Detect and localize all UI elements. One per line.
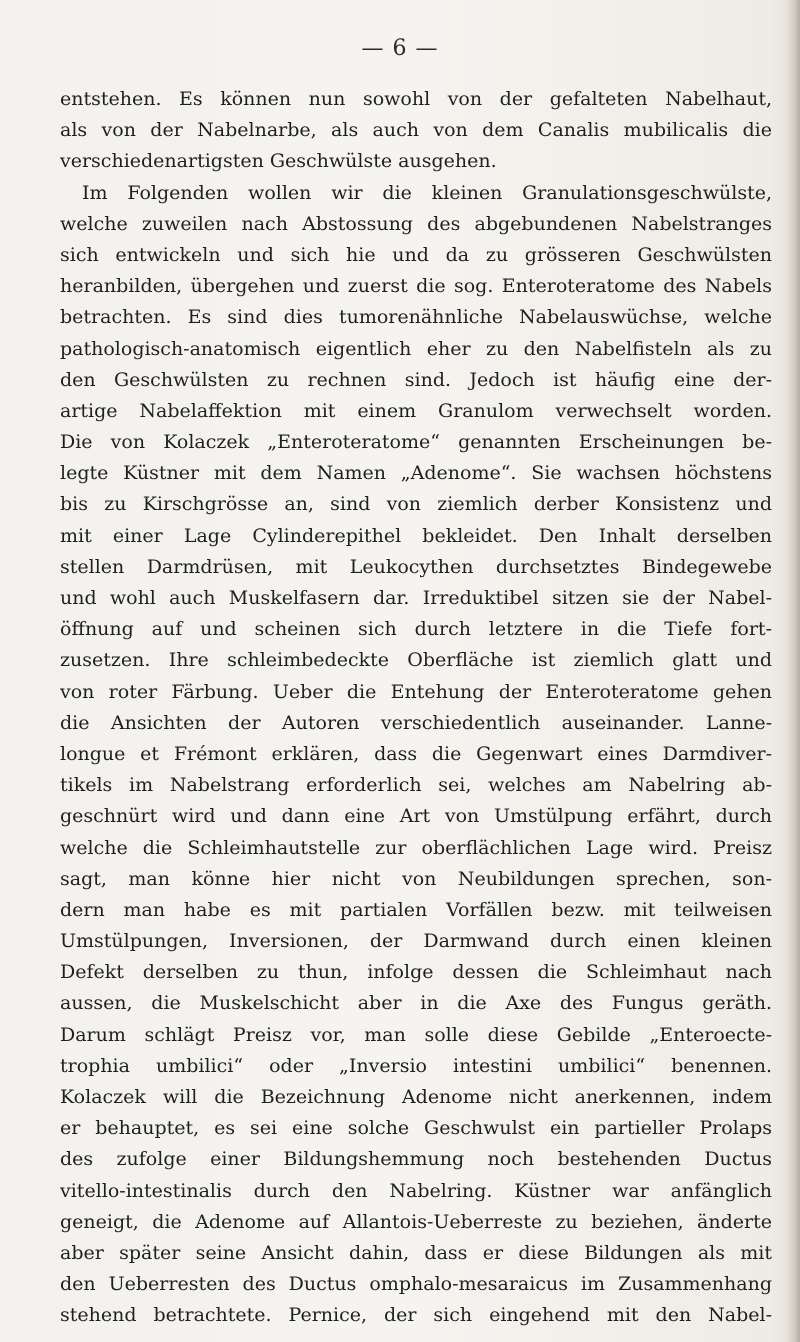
- text-line: dern man habe es mit partialen Vorfällen bezw. mit teilweisen: [60, 898, 772, 921]
- text-line: und wohl auch Muskelfasern dar. Irreduktibel sitzen sie der Nabel-: [60, 587, 772, 609]
- text-line: mit einer Lage Cylinderepithel bekleidet. Den Inhalt derselben: [60, 524, 772, 547]
- text-line: aber später seine Ansicht dahin, dass er diese Bildungen als mit: [60, 1241, 772, 1264]
- text-line: Kolaczek will die Bezeichnung Adenome nicht anerkennen, indem: [60, 1086, 772, 1108]
- text-line: Darum schlägt Preisz vor, man solle diese Gebilde „Enteroecte-: [60, 1023, 772, 1046]
- text-line: sagt, man könne hier nicht von Neubildungen sprechen, son-: [60, 867, 772, 890]
- text-line: betrachten. Es sind dies tumorenähnliche Nabelauswüchse, welche: [60, 306, 772, 329]
- text-line: von roter Färbung. Ueber die Entehung der Enteroteratome gehen: [60, 680, 772, 703]
- text-line: artige Nabelaffektion mit einem Granulom verwechselt worden.: [60, 399, 772, 422]
- text-line: welche zuweilen nach Abstossung des abgebundenen Nabelstranges: [60, 212, 772, 235]
- text-line: aussen, die Muskelschicht aber in die Axe des Fungus geräth.: [60, 992, 772, 1015]
- text-line: welche die Schleimhautstelle zur oberflächlichen Lage wird. Preisz: [60, 836, 772, 859]
- text-line: pathologisch-anatomisch eigentlich eher zu den Nabelfisteln als zu: [60, 337, 772, 360]
- body-text: [60, 84, 772, 1332]
- text-line: trophia umbilici“ oder „Inversio intestini umbilici“ benennen.: [60, 1054, 772, 1077]
- text-line: geneigt, die Adenome auf Allantois-Ueberreste zu beziehen, änderte: [60, 1210, 772, 1233]
- text-line: legte Küstner mit dem Namen „Adenome“. Sie wachsen höchstens: [60, 462, 772, 485]
- text-line: den Ueberresten des Ductus omphalo-mesaraicus im Zusammenhang: [60, 1273, 772, 1296]
- text-line: den Geschwülsten zu rechnen sind. Jedoch ist häufig eine der-: [60, 368, 772, 391]
- text-line: öffnung auf und scheinen sich durch letztere in die Tiefe fort-: [60, 618, 772, 641]
- text-line: longue et Frémont erklären, dass die Gegenwart eines Darmdiver-: [60, 742, 772, 765]
- page-number: — 6 —: [361, 36, 439, 61]
- text-line: stehend betrachtete. Pernice, der sich eingehend mit den Nabel-: [60, 1304, 772, 1327]
- page-edge-shadow: [786, 0, 800, 1342]
- text-line: verschiedenartigsten Geschwülste ausgehen.: [60, 150, 497, 173]
- text-line: des zufolge einer Bildungshemmung noch bestehenden Ductus: [60, 1148, 772, 1171]
- text-line: stellen Darmdrüsen, mit Leukocythen durchsetztes Bindegewebe: [60, 555, 772, 578]
- text-line: Die von Kolaczek „Enteroteratome“ genannten Erscheinungen be-: [60, 431, 772, 454]
- text-line: geschnürt wird und dann eine Art von Umstülpung erfährt, durch: [60, 805, 772, 828]
- text-line: die Ansichten der Autoren verschiedentlich auseinander. Lanne-: [60, 711, 772, 734]
- text-line: sich entwickeln und sich hie und da zu grösseren Geschwülsten: [60, 243, 772, 266]
- text-line: tikels im Nabelstrang erforderlich sei, welches am Nabelring ab-: [60, 774, 772, 797]
- text-line: zusetzen. Ihre schleimbedeckte Oberfläche ist ziemlich glatt und: [60, 649, 772, 672]
- text-line: entstehen. Es können nun sowohl von der gefalteten Nabelhaut,: [60, 88, 772, 110]
- text-line: heranbilden, übergehen und zuerst die sog. Enteroteratome des Nabels: [60, 275, 772, 298]
- text-line: Im Folgenden wollen wir die kleinen Granulationsgeschwülste,: [82, 181, 772, 204]
- text-line: bis zu Kirschgrösse an, sind von ziemlich derber Konsistenz und: [60, 493, 772, 516]
- text-line: Umstülpungen, Inversionen, der Darmwand durch einen kleinen: [60, 930, 772, 953]
- text-line: als von der Nabelnarbe, als auch von dem Canalis mubilicalis die: [60, 119, 772, 142]
- text-line: er behauptet, es sei eine solche Geschwulst ein partieller Prolaps: [60, 1117, 772, 1140]
- text-line: vitello-intestinalis durch den Nabelring. Küstner war anfänglich: [60, 1179, 772, 1202]
- text-line: Defekt derselben zu thun, infolge dessen die Schleimhaut nach: [60, 961, 772, 984]
